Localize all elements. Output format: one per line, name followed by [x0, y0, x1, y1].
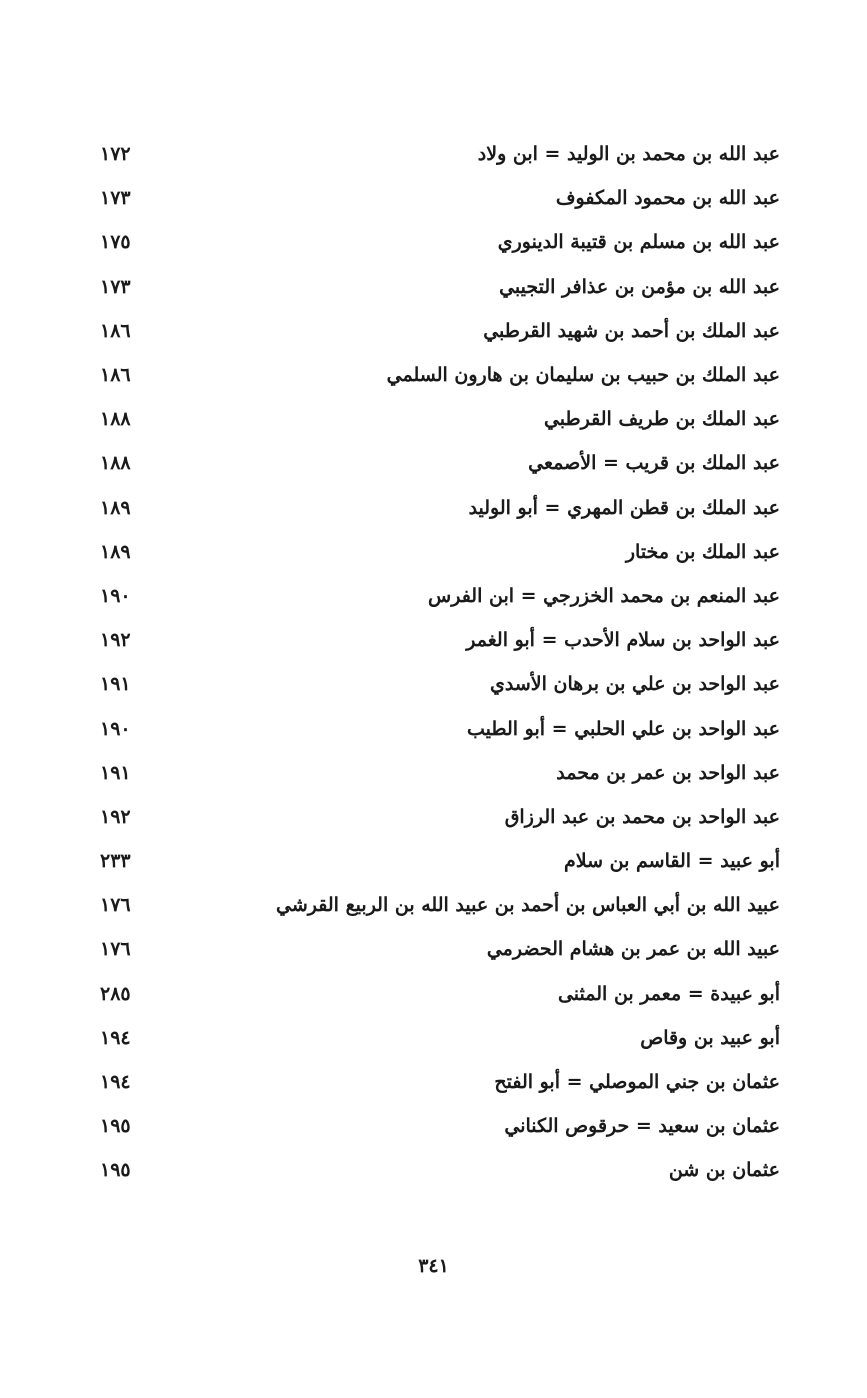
entry-page-number: ١٧٦: [100, 894, 131, 917]
entry-page-number: ١٩٤: [100, 1026, 131, 1049]
entry-name: عبد الله بن محمود المكفوف: [555, 187, 780, 210]
entry-name: عبد الواحد بن عمر بن محمد: [556, 761, 780, 784]
index-entry: [100, 486, 780, 530]
index-entry: [100, 574, 780, 618]
index-entry: [100, 839, 780, 883]
index-entry: [100, 618, 780, 662]
entry-name: عثمان بن شن: [668, 1159, 780, 1182]
index-entry: [100, 972, 780, 1016]
entry-name: أبو عبيد بن وقاص: [640, 1026, 780, 1049]
entry-page-number: ١٩٥: [100, 1159, 131, 1182]
index-entry: [100, 927, 780, 971]
index-entry: [100, 706, 780, 750]
index-entry: [100, 441, 780, 485]
index-entry: [100, 883, 780, 927]
entry-name: عبد الملك بن أحمد بن شهيد القرطبي: [483, 319, 780, 342]
entry-name: عثمان بن سعيد = حرقوص الكناني: [504, 1115, 780, 1138]
entry-page-number: ٢٨٥: [100, 982, 131, 1005]
entry-name: عبد الملك بن مختار: [625, 540, 780, 563]
entry-page-number: ١٩١: [100, 673, 131, 696]
index-entry: [100, 662, 780, 706]
entry-page-number: ١٩٠: [100, 584, 131, 607]
entry-name: عبد الواحد بن علي بن برهان الأسدي: [490, 673, 780, 696]
entry-name: عبد الملك بن طريف القرطبي: [543, 408, 780, 431]
index-entry: [100, 353, 780, 397]
index-entry: [100, 1148, 780, 1192]
entry-name: عبيد الله بن عمر بن هشام الحضرمي: [486, 938, 780, 961]
entry-name: عبد الواحد بن محمد بن عبد الرزاق: [504, 805, 780, 828]
entry-page-number: ١٩٤: [100, 1071, 131, 1094]
entry-name: عبد الله بن محمد بن الوليد = ابن ولاد: [477, 143, 780, 166]
index-entry: [100, 265, 780, 309]
index-entry: [100, 1060, 780, 1104]
entry-name: أبو عبيدة = معمر بن المثنى: [557, 982, 780, 1005]
entry-name: عثمان بن جني الموصلي = أبو الفتح: [494, 1071, 780, 1094]
index-entry: [100, 751, 780, 795]
index-entry: [100, 1016, 780, 1060]
index-entry: [100, 176, 780, 220]
entry-name: عبد الملك بن حبيب بن سليمان بن هارون السلمي: [386, 364, 780, 387]
index-entry: [100, 220, 780, 264]
entry-page-number: ١٨٩: [100, 540, 131, 563]
entry-page-number: ١٧٣: [100, 275, 131, 298]
entry-name: أبو عبيد = القاسم بن سلام: [564, 850, 780, 873]
entry-page-number: ١٧٥: [100, 231, 131, 254]
entry-page-number: ١٩١: [100, 761, 131, 784]
entry-name: عبد الواحد بن علي الحلبي = أبو الطيب: [467, 717, 780, 740]
entry-name: عبد الله بن مسلم بن قتيبة الدينوري: [497, 231, 780, 254]
page-number: ٣٤١: [418, 1255, 449, 1277]
entry-page-number: ١٨٩: [100, 496, 131, 519]
index-entry: [100, 397, 780, 441]
index-entry: [100, 1104, 780, 1148]
entry-name: عبد الله بن مؤمن بن عذافر التجيبي: [499, 275, 780, 298]
entry-page-number: ١٩٢: [100, 629, 131, 652]
entry-name: عبد الملك بن قريب = الأصمعي: [528, 452, 780, 475]
entry-name: عبد الملك بن قطن المهري = أبو الوليد: [468, 496, 780, 519]
entry-page-number: ٢٣٣: [100, 850, 131, 873]
entry-page-number: ١٩٢: [100, 805, 131, 828]
entry-page-number: ١٩٠: [100, 717, 131, 740]
entry-name: عبد الواحد بن سلام الأحدب = أبو الغمر: [466, 629, 780, 652]
entry-name: عبيد الله بن أبي العباس بن أحمد بن عبيد الله بن الربيع القرشي: [276, 894, 780, 917]
index-entry: [100, 132, 780, 176]
entry-page-number: ١٨٨: [100, 452, 131, 475]
entry-page-number: ١٧٢: [100, 143, 131, 166]
index-entry: [100, 530, 780, 574]
entry-page-number: ١٧٦: [100, 938, 131, 961]
index-entry: [100, 795, 780, 839]
entry-page-number: ١٩٥: [100, 1115, 131, 1138]
index-list: [100, 132, 780, 1193]
entry-page-number: ١٨٨: [100, 408, 131, 431]
entry-name: عبد المنعم بن محمد الخزرجي = ابن الفرس: [428, 584, 780, 607]
index-entry: [100, 309, 780, 353]
entry-page-number: ١٨٦: [100, 319, 131, 342]
entry-page-number: ١٧٣: [100, 187, 131, 210]
entry-page-number: ١٨٦: [100, 364, 131, 387]
